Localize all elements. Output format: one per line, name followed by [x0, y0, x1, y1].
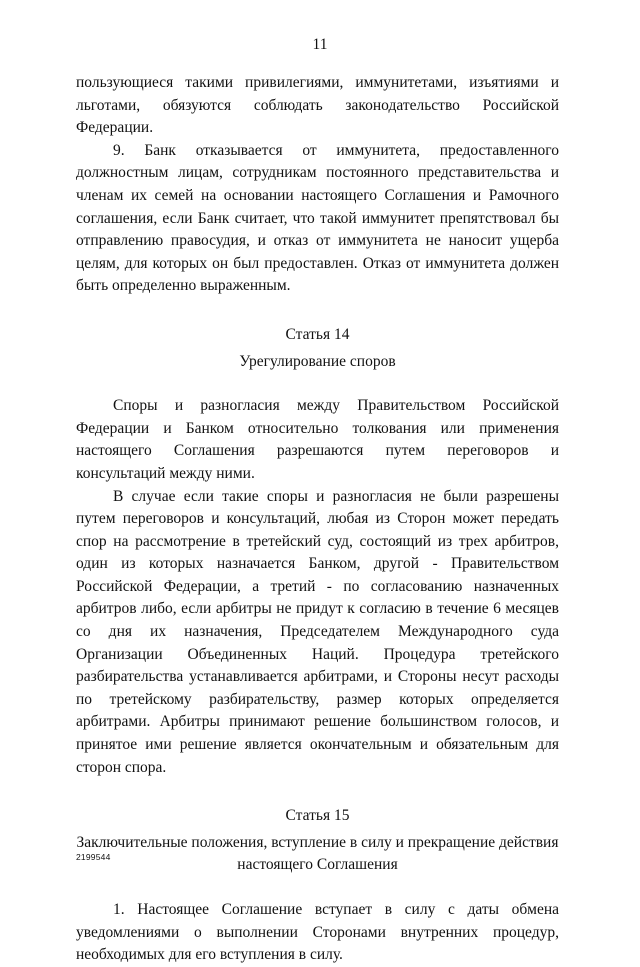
article-14-title: Урегулирование споров: [239, 352, 396, 370]
article-14-paragraph-2: В случае если такие споры и разногласия не были разрешены путем переговоров и консультаций, любая из Сторон может передать спор на рассмотрение в третейский суд, состоящий из трех арбитров, один из которых назначается Банком, другой - Правительством Российской Федерации, а третий - по согласованию назначенных арбитров либо, если арбитры не придут к согласию в течение 6 месяцев со дня их назначения, Председателем Международного суда Организации Объединенных Наций. Процедура третейского разбирательства устанавливается арбитрами, и Стороны несут расходы по третейскому разбирательству, размер которых определяется арбитрами. Арбитры принимают решение большинством голосов, и принятое ими решение является окончательным и обязательным для сторон спора.: [76, 487, 559, 776]
article-15-title: Заключительные положения, вступление в силу и прекращение действия настоящего Соглашения: [76, 833, 559, 874]
article-15-paragraph-1: 1. Настоящее Соглашение вступает в силу с даты обмена уведомлениями о выполнении Сторонами внутренних процедур, необходимых для его вступления в силу.: [76, 901, 559, 964]
paragraph-privileges-continuation: пользующиеся такими привилегиями, иммунитетами, изъятиями и льготами, обязуются соблюдать законодательство Российской Федерации.: [76, 74, 559, 137]
document-code: 2199544: [76, 852, 111, 862]
article-14-paragraph-1: Споры и разногласия между Правительством Российской Федерации и Банком относительно толкования или применения настоящего Соглашения разрешаются путем переговоров и консультаций между ними.: [76, 397, 559, 482]
page-number: 11: [312, 36, 328, 53]
article-14-number: Статья 14: [285, 325, 350, 343]
paragraph-immunity-waiver: 9. Банк отказывается от иммунитета, предоставленного должностным лицам, сотрудникам постоянного представительства и членам их семей на основании настоящего Соглашения и Рамочного соглашения, если Банк считает, что такой иммунитет препятствовал бы отправлению правосудия, и отказ от иммунитета не наносит ущерба целям, для которых он был предоставлен. Отказ от иммунитета должен быть определенно выраженным.: [76, 141, 559, 295]
document-body: [76, 72, 559, 967]
article-15-number: Статья 15: [285, 807, 350, 825]
